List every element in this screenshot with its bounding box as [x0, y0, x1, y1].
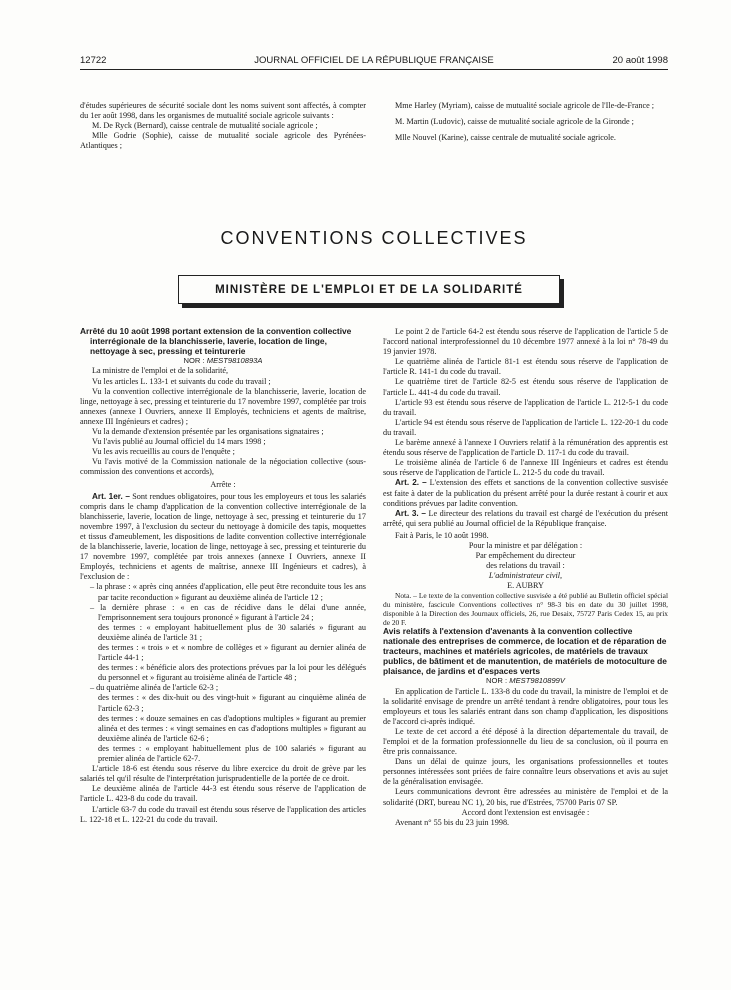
article-1 — [80, 492, 366, 583]
exclusion-item: des termes : « trois » et « nombre de collèges et » figurant au dernier alinéa de l'article 44-1 ; — [98, 643, 366, 663]
article-1-label: Art. 1er. – — [92, 491, 130, 501]
page-number: 12722 — [80, 55, 107, 66]
paragraph: Mlle Nouvel (Karine), caisse centrale de mutualité sociale agricole. — [395, 133, 616, 143]
article-3-text: Le directeur des relations du travail est chargé de l'exécution du présent arrêté, qui sera publié au Journal officiel de la République française. — [383, 508, 668, 528]
arrete-title: Arrêté du 10 août 1998 portant extension de la convention collective interrégionale de la blanchisserie, laverie, location de linge, nettoyage à sec, pressing et teinturerie — [80, 326, 352, 356]
avenant-line: Avenant n° 55 bis du 23 juin 1998. — [395, 817, 510, 827]
ministry-heading: MINISTÈRE DE L'EMPLOI ET DE LA SOLIDARITÉ — [178, 275, 560, 304]
paragraph: Leurs communications devront être adressées au ministère de l'emploi et de la solidarité (DRT, bureau NC 1), 20 bis, rue d'Estrées, 75700 Paris 07 SP. — [383, 787, 668, 807]
signature-line: des relations du travail : — [486, 561, 565, 571]
paragraph: En application de l'article L. 133-8 du code du travail, la ministre de l'emploi et de la solidarité envisage de prendre un arrêté tendant à rendre obligatoires, pour tous les employeurs et tous les salariés entrant dans son champ d'application, les dispositions de l'accord ci-après indiqué. — [383, 686, 668, 726]
article-2-text: L'extension des effets et sanctions de la convention collective susvisée est faite à dater de la publication du présent arrêté pour la durée restant à courir et aux conditions prévues par ladite convention. — [383, 478, 669, 508]
nor-label: NOR : — [486, 676, 508, 686]
article-1-text: Sont rendues obligatoires, pour tous les employeurs et tous les salariés compris dans le champ d'application de la convention collective interrégionale de la blanchisserie, laverie, location de linge, nettoyage à sec, pressing et teinturerie du 17 novembre 1997, à l'exclusion du secteur du nettoyage à domicile des tapis, moquettes et tissus d'ameublement, les dispositions de ladite convention collective interrégionale de la blanchisserie, laverie, location de linge, nettoyage à sec, pressing et teinturerie du 17 novembre 1997, complétée par trois annexes (annexe I Ouvriers, annexe II Employés, techniciens et agents de maîtrise, annexe III Ingénieurs et cadres), à l'exclusion de : — [80, 491, 366, 582]
paragraph: L'article 63-7 du code du travail est étendu sous réserve de l'application des articles L. 122-18 et L. 122-21 du code du travail. — [80, 804, 366, 824]
paragraph: La ministre de l'emploi et de la solidarité, — [92, 366, 229, 376]
right-main-column — [383, 327, 668, 828]
nor-code: MEST9810893A — [206, 356, 263, 366]
nor-reference — [383, 676, 668, 686]
signatory-name: E. AUBRY — [507, 581, 544, 591]
journal-title: JOURNAL OFFICIEL DE LA RÉPUBLIQUE FRANÇAISE — [254, 55, 494, 66]
article-3 — [383, 509, 668, 529]
paragraph: Le quatrième tiret de l'article 82-5 est étendu sous réserve de l'application de l'article L. 441-4 du code du travail. — [383, 377, 668, 397]
top-right-column — [383, 101, 668, 143]
nor-reference — [80, 356, 366, 366]
nor-code: MEST9810899V — [509, 676, 565, 686]
fait-a-paris: Fait à Paris, le 10 août 1998. — [395, 530, 489, 540]
paragraph: L'article 18-6 est étendu sous réserve du libre exercice du droit de grève par les salariés tel qu'il résulte de l'interprétation jurisprudentielle de la portée de ce droit. — [80, 764, 366, 784]
exclusion-item: des termes : « douze semaines en cas d'adoptions multiples » figurant au premier alinéa et des termes : « vingt semaines en cas d'adoptions multiples » figurant au deuxième alinéa de l'article 62-6 ; — [98, 713, 366, 743]
paragraph: M. Martin (Ludovic), caisse de mutualité sociale agricole de la Gironde ; — [395, 117, 634, 127]
accord-line: Accord dont l'extension est envisagée : — [461, 807, 590, 817]
paragraph: L'article 94 est étendu sous réserve de l'application de l'article L. 122-20-1 du code du travail. — [383, 417, 668, 437]
article-2 — [383, 478, 668, 508]
paragraph: Vu les articles L. 133-1 et suivants du code du travail ; — [92, 376, 271, 386]
exclusion-item: – la dernière phrase : « en cas de récidive dans le délai d'une année, l'emprisonnement sera toujours prononcé » figurant à l'article 24 ; — [90, 602, 366, 622]
left-main-column — [80, 327, 366, 825]
top-left-column — [80, 101, 366, 151]
exclusion-item: des termes : « employant habituellement plus de 100 salariés » figurant au premier alinéa de l'article 62-7. — [98, 743, 366, 764]
nor-label: NOR : — [183, 356, 205, 366]
paragraph: Vu la convention collective interrégionale de la blanchisserie, laverie, location de linge, nettoyage à sec, pressing et teinturerie du 17 novembre 1997, complétée par trois annexes (annexe I Ouvriers, annexe II Employés, techniciens et agents de maîtrise, annexe III Ingénieurs et cadres) ; — [80, 386, 367, 426]
exclusion-item: des termes : « des dix-huit ou des vingt-huit » figurant au cinquième alinéa de l'article 62-3 ; — [98, 693, 366, 713]
section-title: CONVENTIONS COLLECTIVES — [220, 228, 528, 248]
exclusion-item: – la phrase : « après cinq années d'application, elle peut être reconduite tous les ans par tacite reconduction » figurant au deuxième alinéa de l'article 12 ; — [90, 582, 366, 602]
page-header — [80, 50, 668, 70]
paragraph: M. De Ryck (Bernard), caisse centrale de mutualité sociale agricole ; — [92, 121, 318, 131]
paragraph: Dans un délai de quinze jours, les organisations professionnelles et toutes personnes intéressées sont priées de faire connaître leurs observations et avis au sujet de la généralisation envisagée. — [383, 757, 668, 787]
issue-date: 20 août 1998 — [612, 55, 668, 66]
paragraph: Le texte de cet accord a été déposé à la direction départementale du travail, de l'emploi et de la formation professionnelle du lieu de sa conclusion, où il pourra en être pris connaissance. — [383, 726, 668, 757]
paragraph: Mme Harley (Myriam), caisse de mutualité sociale agricole de l'Ile-de-France ; — [395, 101, 655, 110]
nota: Nota. – Le texte de la convention collective susvisée a été publié au Bulletin officiel spécial du ministère, fascicule Conventions collectives n° 98-3 bis en date du 30 juillet 1998, disponible à la Direction des Journaux officiels, 26, rue Desaix, 75727 Paris Cedex 15, au prix de 20 F. — [383, 591, 668, 628]
exclusion-item: des termes : « bénéficie alors des protections prévues par la loi pour les délégués du personnel et » figurant au troisième alinéa de l'article 48 ; — [98, 663, 366, 683]
paragraph: Vu l'avis publié au Journal officiel du 14 mars 1998 ; — [92, 437, 266, 447]
paragraph: Vu les avis recueillis au cours de l'enquête ; — [92, 447, 235, 457]
paragraph: L'article 93 est étendu sous réserve de l'application de l'article L. 212-5-1 du code du travail. — [383, 397, 668, 417]
paragraph: Le quatrième alinéa de l'article 81-1 est étendu sous réserve de l'application de l'article R. 141-1 du code du travail. — [383, 357, 668, 377]
signature-line: Pour la ministre et par délégation : — [468, 540, 583, 550]
signature-line: L'administrateur civil, — [488, 571, 563, 581]
signature-line: Par empêchement du directeur — [475, 551, 576, 561]
paragraph: Le deuxième alinéa de l'article 44-3 est étendu sous réserve de l'application de l'article L. 423-8 du code du travail. — [80, 784, 366, 804]
avis-title: Avis relatifs à l'extension d'avenants à la convention collective nationale des entreprises de commerce, de location et de réparation de tracteurs, machines et matériels agricoles, de matériels de travaux publics, de bâtiment et de manutention, de matériels de motoculture de plaisance, de jardins et d'espaces verts — [383, 626, 667, 676]
exclusion-item: – du quatrième alinéa de l'article 62-3 ; — [90, 683, 219, 693]
exclusion-item: des termes : « employant habituellement plus de 30 salariés » figurant au deuxième alinéa de l'article 31 ; — [98, 622, 366, 642]
arrete-word: Arrête : — [210, 479, 236, 489]
article-2-label: Art. 2. – — [395, 478, 427, 488]
paragraph: Le troisième alinéa de l'article 6 de l'annexe III Ingénieurs et cadres est étendu sous réserve de l'application de l'article L. 212-5 du code du travail. — [383, 458, 668, 478]
article-3-label: Art. 3. – — [395, 508, 426, 518]
paragraph: Le barème annexé à l'annexe I Ouvriers relatif à la rémunération des apprentis est étendu sous réserve de l'application de l'article D. 117-1 du code du travail. — [383, 438, 668, 458]
paragraph: Vu la demande d'extension présentée par les organisations signataires ; — [92, 427, 324, 437]
paragraph: d'études supérieures de sécurité sociale dont les noms suivent sont affectés, à compter du 1er août 1998, dans les organismes de mutualité sociale agricole suivants : — [80, 101, 366, 121]
paragraph: Vu l'avis motivé de la Commission nationale de la négociation collective (sous-commission des conventions et accords), — [80, 457, 366, 477]
paragraph: Le point 2 de l'article 64-2 est étendu sous réserve de l'application de l'article 5 de l'accord national interprofessionnel du 10 décembre 1977 annexé à la loi n° 78-49 du 19 janvier 1978. — [383, 327, 668, 357]
paragraph: Mlle Godrie (Sophie), caisse de mutualité sociale agricole des Pyrénées-Atlantiques ; — [80, 131, 366, 151]
